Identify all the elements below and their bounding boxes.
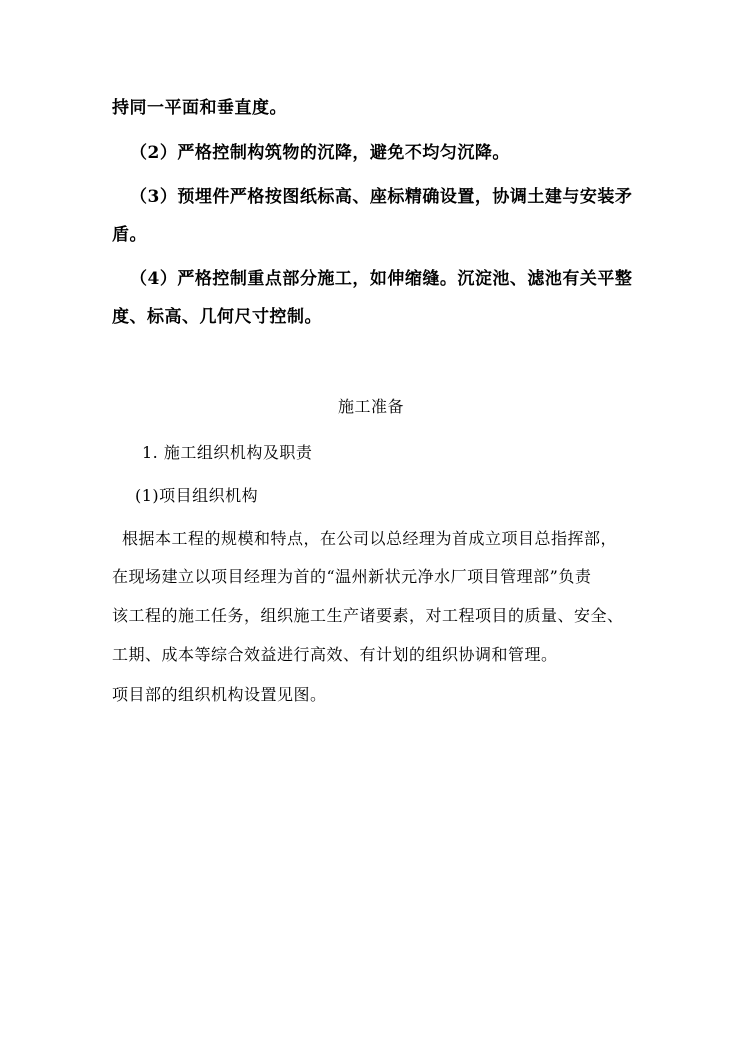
item-4-line-1: （4）严格控制重点部分施工，如伸缩缝。沉淀池、滤池有关平整	[130, 269, 633, 289]
item-4-line-2: 度、标高、几何尺寸控制。	[112, 307, 322, 327]
body-line-3: 该工程的施工任务，组织施工生产诸要素，对工程项目的质量、安全、	[112, 606, 624, 625]
item-2-line-1: （2）严格控制构筑物的沉降，避免不均匀沉降。	[130, 143, 510, 163]
body-line-1: 根据本工程的规模和特点，在公司以总经理为首成立项目总指挥部，	[122, 529, 618, 548]
body-line-5: 项目部的组织机构设置见图。	[112, 685, 327, 704]
subsection-heading-2: (1)项目组织机构	[135, 486, 259, 505]
subsection-heading-1: 1. 施工组织机构及职责	[142, 443, 313, 462]
body-line-2: 在现场建立以项目经理为首的“温州新状元净水厂项目管理部”负责	[112, 567, 592, 586]
intro-line-1: 持同一平面和垂直度。	[112, 98, 287, 118]
section-title: 施工准备	[338, 397, 405, 416]
item-3-line-2: 盾。	[112, 225, 147, 245]
body-line-4: 工期、成本等综合效益进行高效、有计划的组织协调和管理。	[112, 645, 558, 664]
item-3-line-1: （3）预埋件严格按图纸标高、座标精确设置，协调土建与安装矛	[130, 187, 633, 207]
